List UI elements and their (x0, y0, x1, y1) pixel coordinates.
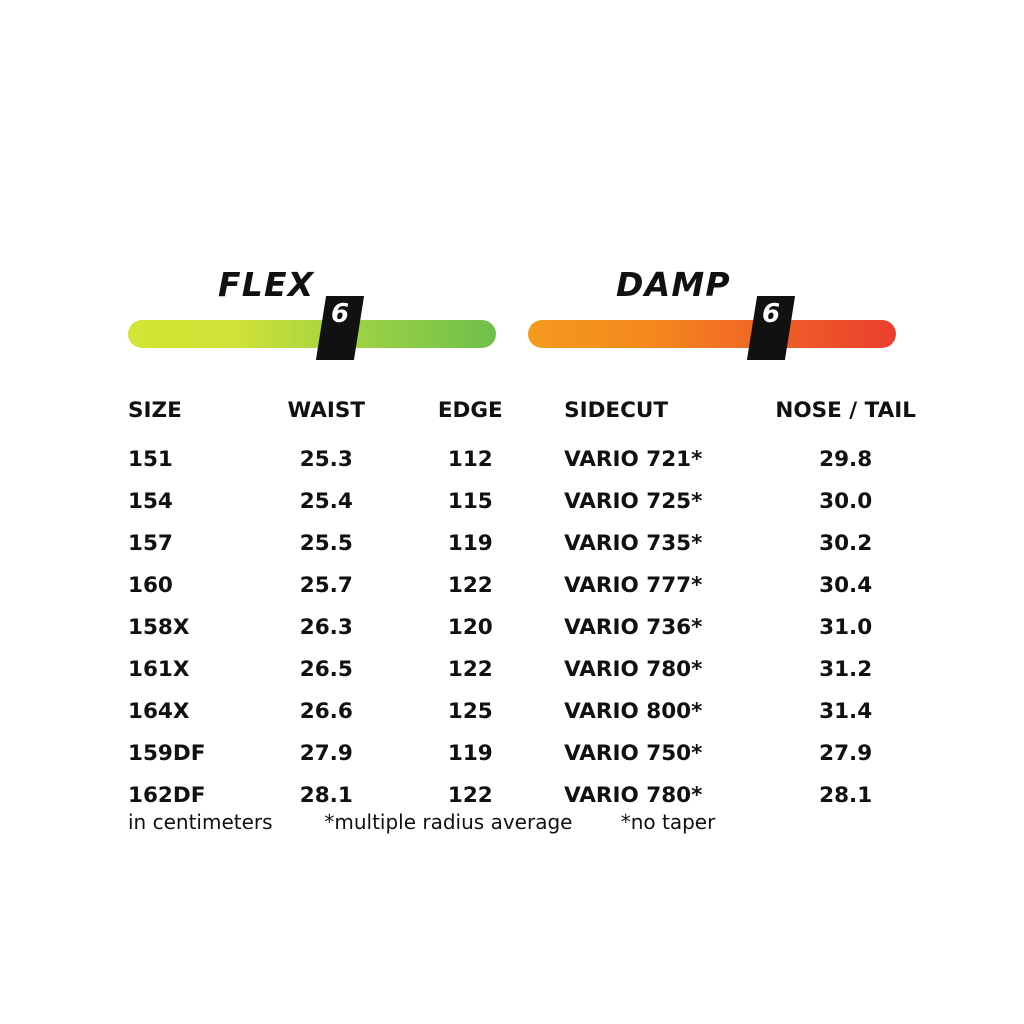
cell-size: 154 (128, 488, 173, 514)
cell-edge: 122 (447, 656, 493, 682)
cell-sidecut: VARIO 750* (564, 740, 703, 766)
cell-nose-tail: 31.0 (819, 614, 873, 640)
cell-size: 158X (128, 614, 190, 640)
cell-size: 164X (128, 698, 190, 724)
table-row (128, 522, 918, 564)
cell-edge: 119 (447, 530, 493, 556)
cell-size: 161X (128, 656, 190, 682)
damp-meter-label: DAMP (616, 265, 731, 304)
cell-waist: 25.4 (299, 488, 353, 514)
table-header-row (128, 388, 918, 438)
damp-meter (528, 262, 896, 360)
cell-nose-tail: 30.0 (819, 488, 873, 514)
cell-edge: 125 (447, 698, 493, 724)
column-header-sidecut: SIDECUT (564, 397, 669, 423)
table-row (128, 564, 918, 606)
cell-nose-tail: 28.1 (819, 782, 873, 808)
cell-sidecut: VARIO 780* (564, 656, 703, 682)
meter-group (128, 262, 896, 360)
flex-meter (128, 262, 496, 360)
cell-waist: 26.5 (299, 656, 353, 682)
cell-edge: 115 (447, 488, 493, 514)
table-row (128, 480, 918, 522)
column-header-edge: EDGE (437, 397, 503, 423)
cell-nose-tail: 27.9 (819, 740, 873, 766)
column-header-size: SIZE (128, 397, 182, 423)
table-row (128, 732, 918, 774)
column-header-waist: WAIST (287, 397, 366, 423)
cell-waist: 27.9 (299, 740, 353, 766)
flex-meter-bar (128, 320, 496, 348)
footnotes (128, 810, 918, 834)
footnote-radius: *multiple radius average (324, 810, 573, 834)
cell-size: 151 (128, 446, 173, 472)
cell-sidecut: VARIO 777* (564, 572, 703, 598)
cell-nose-tail: 31.2 (819, 656, 873, 682)
cell-sidecut: VARIO 721* (564, 446, 703, 472)
table-row (128, 690, 918, 732)
cell-waist: 25.3 (299, 446, 353, 472)
cell-waist: 25.7 (299, 572, 353, 598)
spec-table (128, 388, 918, 816)
flex-meter-label: FLEX (218, 265, 315, 304)
cell-waist: 28.1 (299, 782, 353, 808)
cell-sidecut: VARIO 780* (564, 782, 703, 808)
cell-edge: 120 (447, 614, 493, 640)
cell-nose-tail: 29.8 (819, 446, 873, 472)
cell-edge: 122 (447, 572, 493, 598)
cell-waist: 26.3 (299, 614, 353, 640)
cell-waist: 25.5 (299, 530, 353, 556)
cell-nose-tail: 31.4 (819, 698, 873, 724)
cell-edge: 122 (447, 782, 493, 808)
damp-meter-value: 6 (761, 299, 781, 329)
table-row (128, 438, 918, 480)
damp-meter-bar (528, 320, 896, 348)
flex-meter-value: 6 (330, 299, 350, 329)
cell-size: 162DF (128, 782, 206, 808)
cell-size: 157 (128, 530, 173, 556)
cell-sidecut: VARIO 735* (564, 530, 703, 556)
table-row (128, 606, 918, 648)
cell-sidecut: VARIO 736* (564, 614, 703, 640)
cell-size: 159DF (128, 740, 206, 766)
cell-size: 160 (128, 572, 173, 598)
cell-waist: 26.6 (299, 698, 353, 724)
footnote-units: in centimeters (128, 810, 273, 834)
footnote-taper: *no taper (620, 810, 716, 834)
cell-edge: 112 (447, 446, 493, 472)
cell-nose-tail: 30.2 (819, 530, 873, 556)
cell-sidecut: VARIO 800* (564, 698, 703, 724)
table-row (128, 648, 918, 690)
cell-nose-tail: 30.4 (819, 572, 873, 598)
cell-edge: 119 (447, 740, 493, 766)
cell-sidecut: VARIO 725* (564, 488, 703, 514)
column-header-nose-tail: NOSE / TAIL (775, 397, 916, 423)
